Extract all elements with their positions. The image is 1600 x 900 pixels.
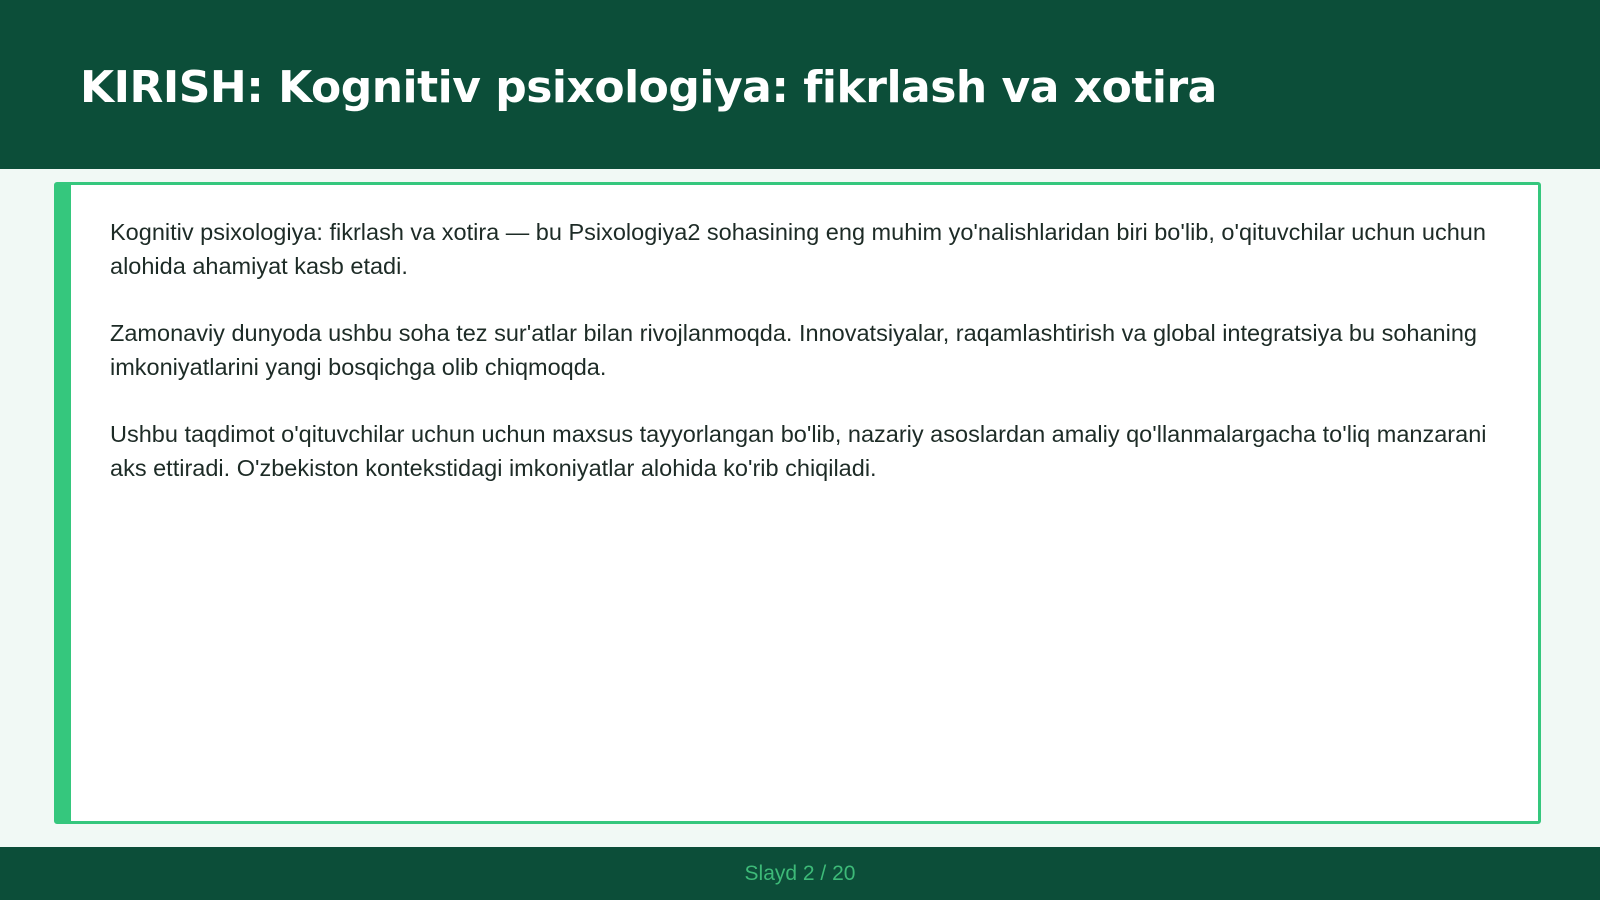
paragraph-intro: Kognitiv psixologiya: fikrlash va xotira — bu Psixologiya2 sohasining eng muhim yo'nalishlaridan biri bo'lib, o'qituvchilar uchun uchun alohida ahamiyat kasb etadi. xyxy=(110,219,1486,279)
slide-title: KIRISH: Kognitiv psixologiya: fikrlash va xotira xyxy=(80,62,1217,113)
slide-header xyxy=(0,0,1600,169)
slide-footer xyxy=(0,847,1600,900)
content-card xyxy=(54,182,1541,824)
content-body xyxy=(110,215,1510,518)
paragraph-modern-world: Zamonaviy dunyoda ushbu soha tez sur'atlar bilan rivojlanmoqda. Innovatsiyalar, raqamlashtirish va global integratsiya bu sohaning imkoniyatlarini yangi bosqichga olib chiqmoqda. xyxy=(110,320,1477,380)
paragraph-presentation-purpose: Ushbu taqdimot o'qituvchilar uchun uchun maxsus tayyorlangan bo'lib, nazariy asoslardan amaliy qo'llanmalargacha to'liq manzarani aks ettiradi. O'zbekiston kontekstidagi imkoniyatlar alohida ko'rib chiqiladi. xyxy=(110,421,1487,481)
slide-counter: Slayd 2 / 20 xyxy=(744,862,856,885)
